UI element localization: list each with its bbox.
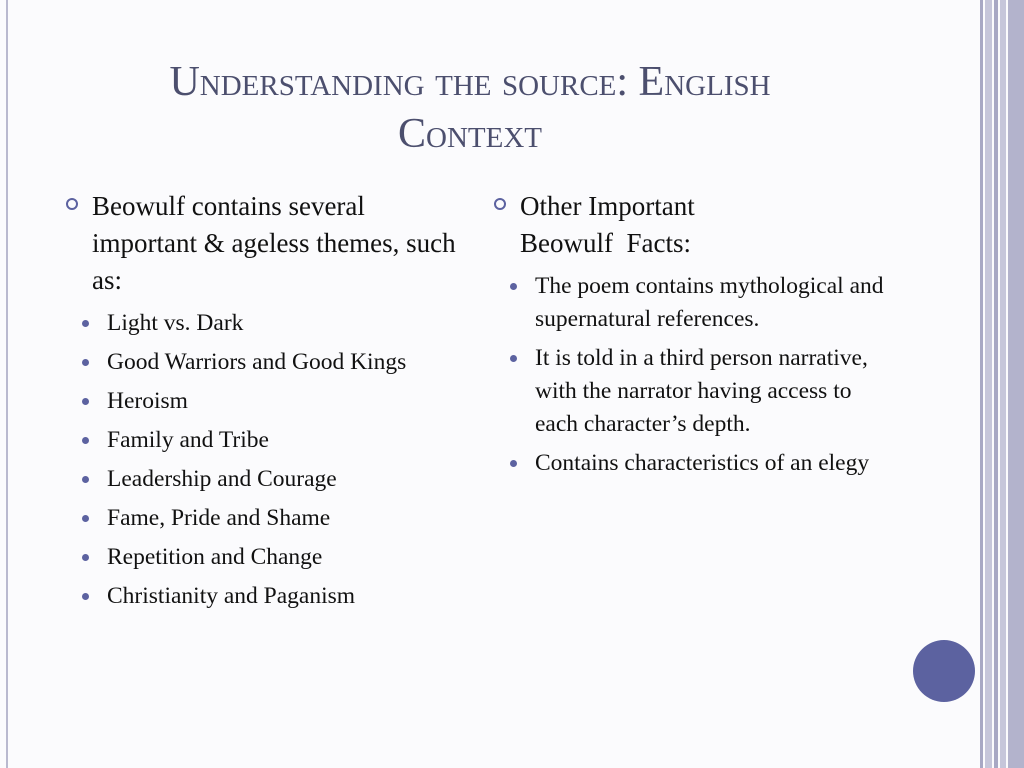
right-decorative-stripe xyxy=(980,0,983,768)
list-item-text: It is told in a third person narrative, with the narrator having access to each character’s depth. xyxy=(535,345,868,437)
facts-list xyxy=(494,270,894,480)
bullet-dot-icon xyxy=(82,515,89,522)
bullet-dot-icon xyxy=(82,359,89,366)
left-heading-bullet xyxy=(66,188,456,299)
bullet-dot-icon xyxy=(510,355,517,362)
slide-title-line-2: Context xyxy=(398,111,542,157)
list-item-text: Leadership and Courage xyxy=(107,466,337,492)
ring-bullet-icon xyxy=(66,198,78,210)
list-item xyxy=(107,424,456,457)
bullet-dot-icon xyxy=(82,398,89,405)
list-item xyxy=(107,346,456,379)
list-item-text: Repetition and Change xyxy=(107,544,323,570)
right-heading-bullet xyxy=(494,188,894,262)
right-decorative-stripe xyxy=(994,0,998,768)
right-decorative-stripe xyxy=(985,0,992,768)
bullet-dot-icon xyxy=(82,554,89,561)
decorative-circle xyxy=(913,640,975,702)
slide-title xyxy=(40,56,900,160)
slide-title-line-1: Understanding the source: English xyxy=(169,59,771,105)
bullet-dot-icon xyxy=(82,593,89,600)
bullet-dot-icon xyxy=(82,476,89,483)
right-decorative-stripe xyxy=(1000,0,1006,768)
left-heading: Beowulf contains several important & ageless themes, such as: xyxy=(92,191,456,295)
ring-bullet-icon xyxy=(494,198,506,210)
bullet-dot-icon xyxy=(82,437,89,444)
list-item xyxy=(107,307,456,340)
list-item-text: Contains characteristics of an elegy xyxy=(535,450,870,476)
list-item xyxy=(107,580,456,613)
list-item xyxy=(107,463,456,496)
list-item xyxy=(535,447,894,480)
list-item xyxy=(107,502,456,535)
list-item-text: Christianity and Paganism xyxy=(107,583,356,609)
right-heading: Other Important Beowulf Facts: xyxy=(520,191,702,258)
list-item-text: Fame, Pride and Shame xyxy=(107,505,331,531)
bullet-dot-icon xyxy=(510,460,517,467)
left-border-line xyxy=(6,0,8,768)
list-item xyxy=(535,270,894,336)
list-item-text: Heroism xyxy=(107,388,188,414)
list-item xyxy=(535,342,894,441)
list-item-text: The poem contains mythological and supernatural references. xyxy=(535,273,884,332)
list-item xyxy=(107,541,456,574)
bullet-dot-icon xyxy=(82,320,89,327)
right-decorative-stripe xyxy=(1008,0,1024,768)
list-item xyxy=(107,385,456,418)
themes-list xyxy=(66,307,456,613)
list-item-text: Light vs. Dark xyxy=(107,310,244,336)
list-item-text: Good Warriors and Good Kings xyxy=(107,349,407,375)
list-item-text: Family and Tribe xyxy=(107,427,269,453)
left-column xyxy=(66,188,456,619)
bullet-dot-icon xyxy=(510,283,517,290)
right-column xyxy=(494,188,894,486)
